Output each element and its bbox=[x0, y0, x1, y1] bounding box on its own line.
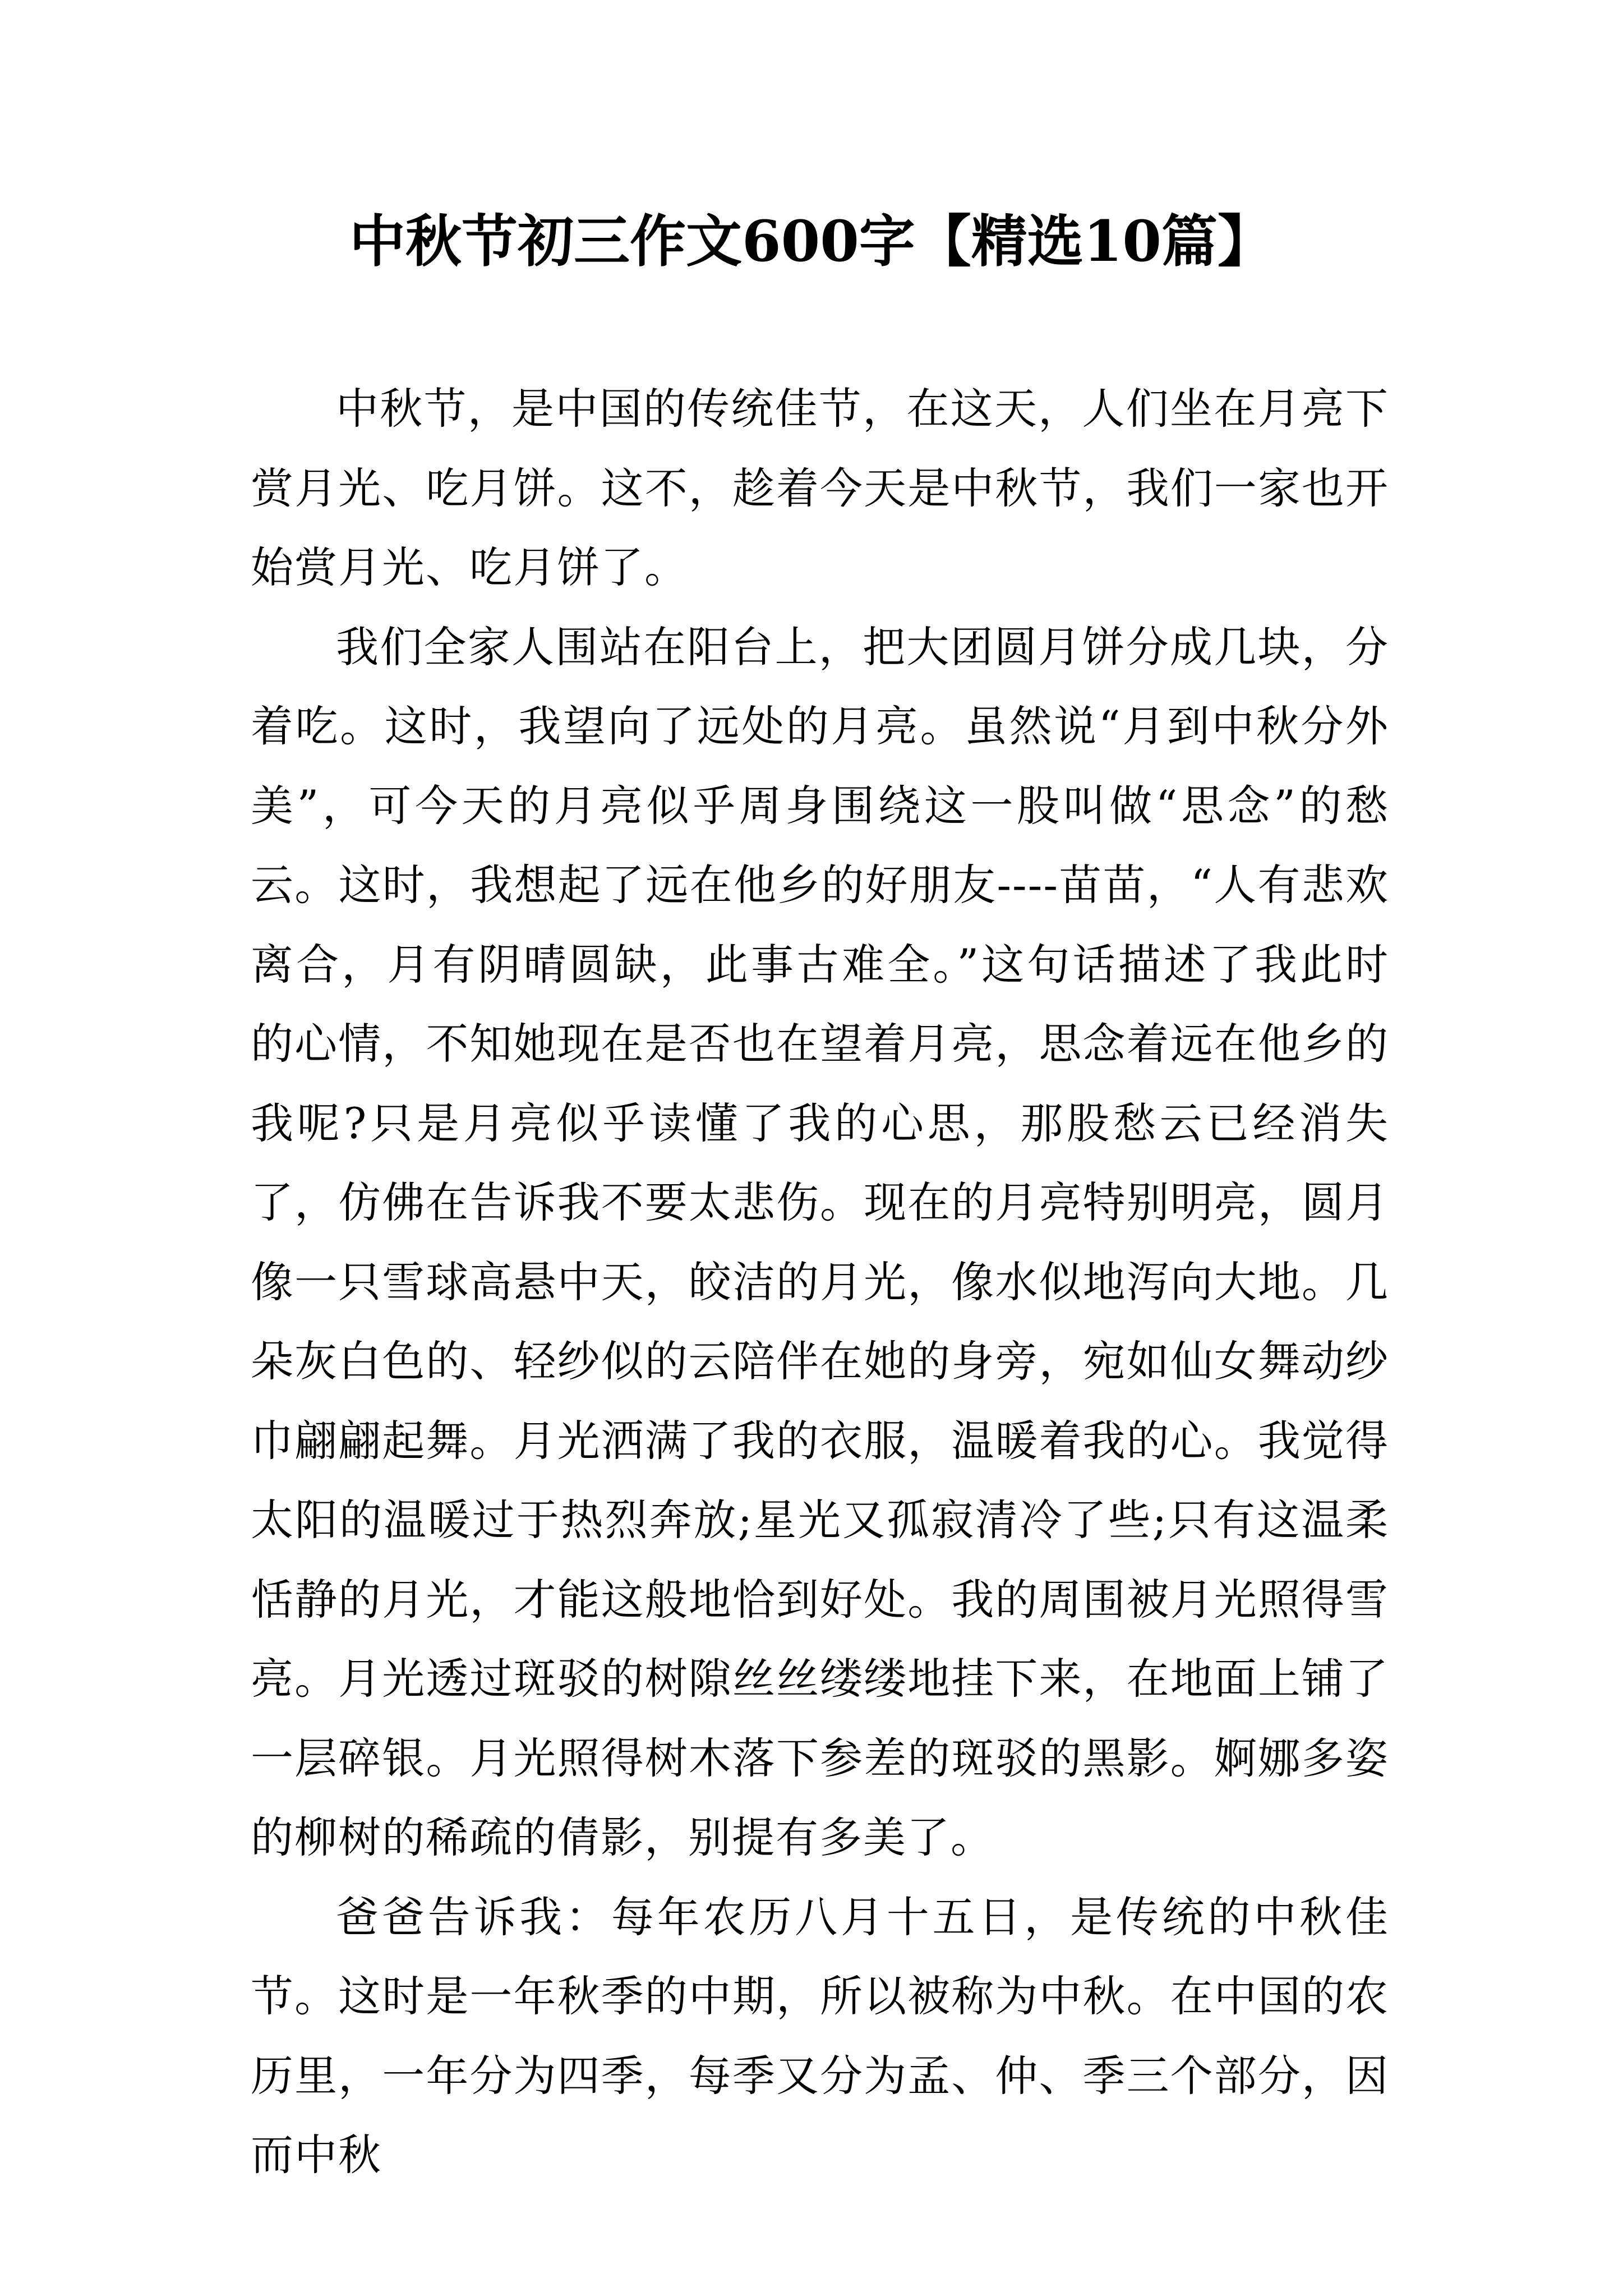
document-title: 中秋节初三作文600字【精选10篇】 bbox=[349, 208, 1274, 274]
paragraph-3: 爸爸告诉我：每年农历八月十五日，是传统的中秋佳节。这时是一年秋季的中期，所以被称为中秋。在中国的农历里，一年分为四季，每季又分为孟、仲、季三个部分，因而中秋 bbox=[251, 1892, 1389, 2180]
document-body bbox=[251, 369, 1389, 2195]
paragraph-1: 中秋节，是中国的传统佳节，在这天，人们坐在月亮下赏月光、吃月饼。这不，趁着今天是中秋节，我们一家也开始赏月光、吃月饼了。 bbox=[251, 384, 1389, 592]
paragraph-2: 我们全家人围站在阳台上，把大团圆月饼分成几块，分着吃。这时，我望向了远处的月亮。虽然说“月到中秋分外美”，可今天的月亮似乎周身围绕这一股叫做“思念”的愁云。这时，我想起了远在他乡的好朋友----苗苗，“人有悲欢离合，月有阴晴圆缺，此事古难全。”这句话描述了我此时的心情，不知她现在是否也在望着月亮，思念着远在他乡的我呢?只是月亮似乎读懂了我的心思，那股愁云已经消失了，仿佛在告诉我不要太悲伤。现在的月亮特别明亮，圆月像一只雪球高悬中天，皎洁的月光，像水似地泻向大地。几朵灰白色的、轻纱似的云陪伴在她的身旁，宛如仙女舞动纱巾翩翩起舞。月光洒满了我的衣服，温暖着我的心。我觉得太阳的温暖过于热烈奔放;星光又孤寂清冷了些;只有这温柔恬静的月光，才能这般地恰到好处。我的周围被月光照得雪亮。月光透过斑驳的树隙丝丝缕缕地挂下来，在地面上铺了一层碎银。月光照得树木落下参差的斑驳的黑影。婀娜多姿的柳树的稀疏的倩影，别提有多美了。 bbox=[251, 622, 1389, 1862]
